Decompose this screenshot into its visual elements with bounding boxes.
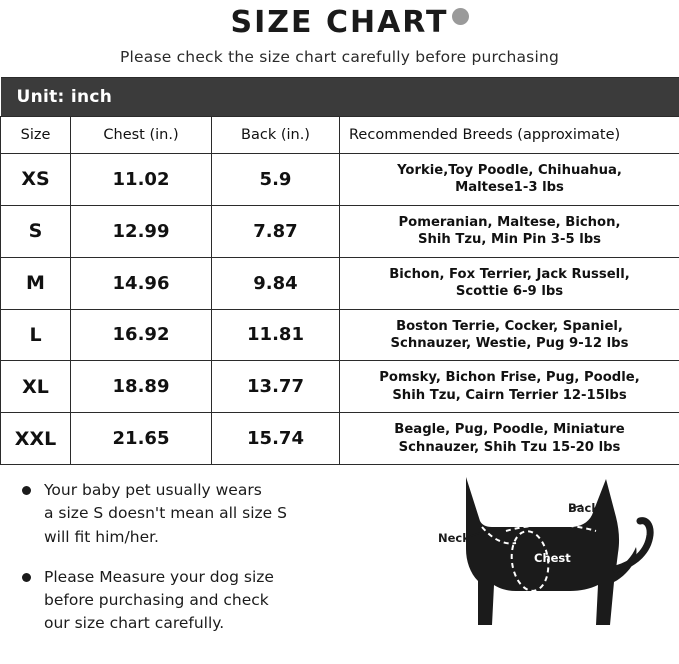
note-line: our size chart carefully. (44, 614, 225, 633)
column-header-back: Back (in.) (212, 117, 340, 154)
cell-chest: 11.02 (71, 154, 212, 206)
page-subtitle: Please check the size chart carefully before purchasing (119, 48, 560, 66)
cell-breeds-line: Maltese1-3 lbs (455, 180, 564, 196)
dog-measurement-illustration (420, 465, 679, 657)
label-neck: Neck (438, 531, 470, 546)
column-header-chest: Chest (in.) (71, 117, 212, 154)
label-chest: Chest (534, 551, 571, 566)
note-line: a size S doesn't mean all size S (44, 504, 287, 523)
column-header-breeds: Recommended Breeds (approximate) (340, 117, 679, 154)
bullet-icon (22, 486, 31, 495)
unit-header-row (1, 78, 679, 117)
cell-size: L (1, 309, 71, 361)
cell-breeds (340, 205, 679, 257)
page-header (0, 0, 679, 66)
note-line: will fit him/her. (44, 527, 159, 546)
unit-label: Unit: inch (1, 78, 679, 117)
column-header-size: Size (1, 117, 71, 154)
cell-chest: 18.89 (71, 361, 212, 413)
cell-breeds-line: Shih Tzu, Min Pin 3-5 lbs (417, 232, 602, 248)
list-item (22, 479, 412, 549)
table-row (1, 154, 679, 206)
cell-chest: 14.96 (71, 257, 212, 309)
cell-breeds (340, 154, 679, 206)
cell-size: XS (1, 154, 71, 206)
cell-back: 13.77 (212, 361, 340, 413)
note-line: before purchasing and check (44, 591, 269, 610)
cell-back: 11.81 (212, 309, 340, 361)
cell-chest: 12.99 (71, 205, 212, 257)
cell-breeds-line: Scottie 6-9 lbs (455, 284, 564, 300)
cell-breeds (340, 413, 679, 465)
note-line: Your baby pet usually wears (44, 481, 262, 500)
cell-size: M (1, 257, 71, 309)
cell-size: XXL (1, 413, 71, 465)
list-item (22, 566, 412, 636)
table-row (1, 413, 679, 465)
column-header-row (1, 117, 679, 154)
cell-breeds (340, 361, 679, 413)
cell-breeds-line: Beagle, Pug, Poodle, Miniature (394, 422, 625, 438)
cell-breeds-line: Bichon, Fox Terrier, Jack Russell, (389, 266, 630, 282)
table-row (1, 257, 679, 309)
note-line: Please Measure your dog size (44, 567, 274, 586)
cell-size: S (1, 205, 71, 257)
table-row (1, 205, 679, 257)
table-row (1, 309, 679, 361)
cell-chest: 21.65 (71, 413, 212, 465)
title-dot-decoration (452, 8, 469, 25)
label-back: Back (568, 501, 599, 516)
cell-breeds (340, 257, 679, 309)
cell-size: XL (1, 361, 71, 413)
cell-breeds-line: Shih Tzu, Cairn Terrier 12-15lbs (392, 387, 627, 403)
cell-breeds-line: Schnauzer, Westie, Pug 9-12 lbs (390, 335, 629, 351)
cell-back: 15.74 (212, 413, 340, 465)
footer-section (0, 465, 679, 657)
notes-list (22, 479, 412, 653)
cell-breeds-line: Yorkie,Toy Poodle, Chihuahua, (397, 163, 622, 178)
cell-back: 7.87 (212, 205, 340, 257)
note-text (44, 479, 287, 549)
cell-breeds-line: Boston Terrie, Cocker, Spaniel, (396, 318, 623, 334)
cell-breeds-line: Pomeranian, Maltese, Bichon, (398, 214, 621, 230)
cell-breeds-line: Pomsky, Bichon Frise, Pug, Poodle, (379, 370, 640, 386)
page-title-text: SIZE CHART (230, 5, 449, 40)
cell-chest: 16.92 (71, 309, 212, 361)
table-row (1, 361, 679, 413)
note-text (44, 566, 274, 636)
page-title (230, 6, 448, 39)
size-chart-table (0, 77, 679, 465)
cell-back: 9.84 (212, 257, 340, 309)
cell-back: 5.9 (212, 154, 340, 206)
cell-breeds-line: Schnauzer, Shih Tzu 15-20 lbs (398, 439, 621, 455)
bullet-icon (22, 573, 31, 582)
cell-breeds (340, 309, 679, 361)
